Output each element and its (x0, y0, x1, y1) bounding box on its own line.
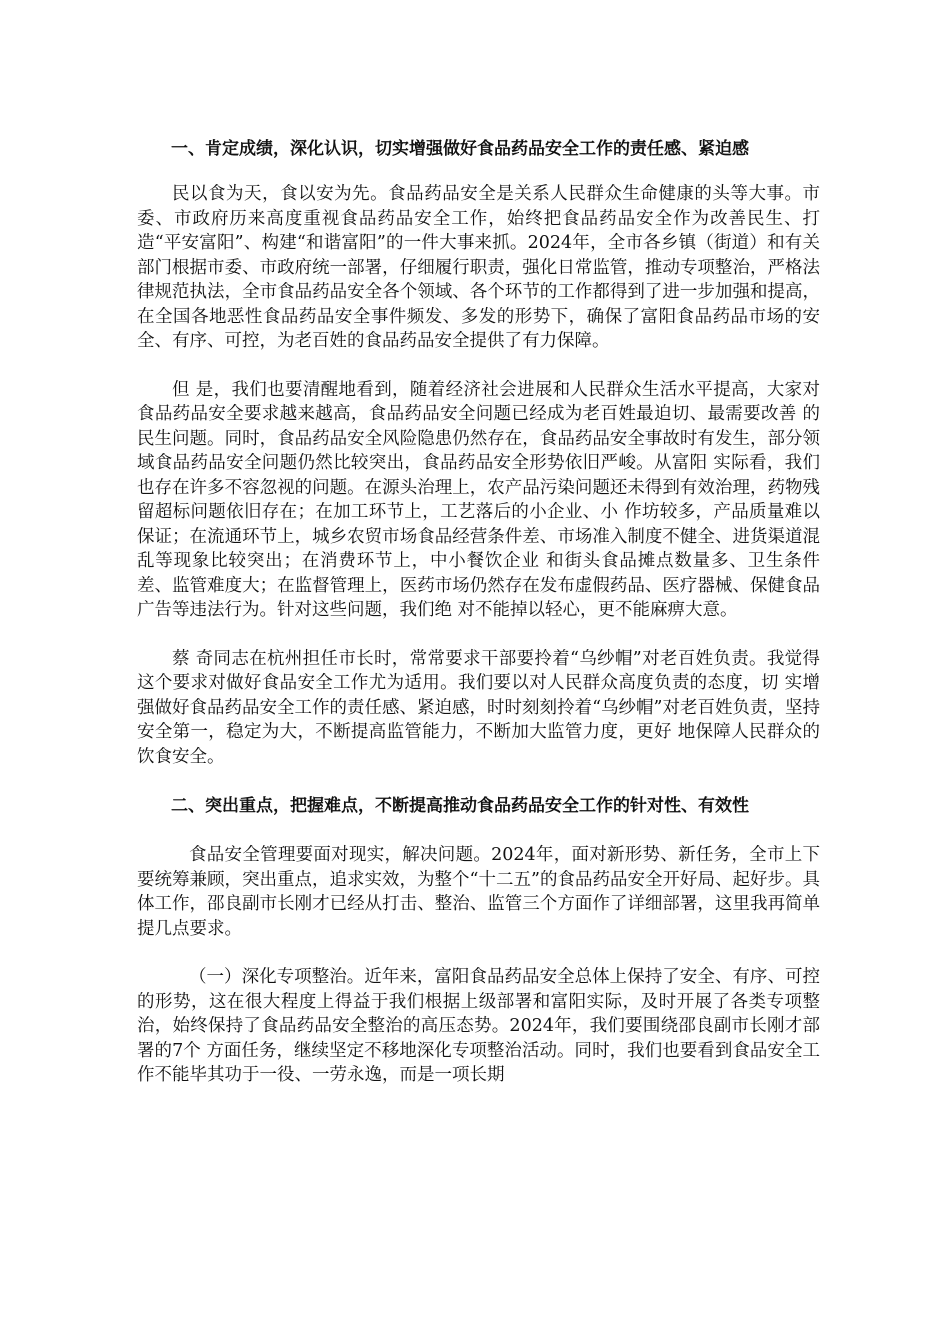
section-heading-1: 一、肯定成绩，深化认识，切实增强做好食品药品安全工作的责任感、紧迫感 (171, 139, 749, 159)
document-body (137, 136, 820, 1088)
paragraph-3: 蔡 奇同志在杭州担任市长时，常常要求干部要拎着“乌纱帽”对老百姓负责。我觉得这个要求对做好食品安全工作尤为适用。我们要以对人民群众高度负责的态度，切 实增强做好食品药品安全工作的责任感、紧迫感，时时刻刻拎着“乌纱帽”对老百姓负责，坚持安全第一，稳定为大，不断提高监管能力，不断加大监管力度，更好 地保障人民群众的饮食安全。 (137, 648, 820, 767)
paragraph-4: 食品安全管理要面对现实，解决问题。2024年，面对新形势、新任务，全市上下要统筹兼顾，突出重点，追求实效，为整个“十二五”的食品药品安全开好局、起好步。具体工作，邵良副市长刚才已经从打击、整治、监管三个方面作了详细部署，这里我再简单提几点要求。 (137, 845, 820, 939)
section-heading-2: 二、突出重点，把握难点，不断提高推动食品药品安全工作的针对性、有效性 (171, 796, 749, 816)
paragraph-5: （一）深化专项整治。近年来，富阳食品药品安全总体上保持了安全、有序、可控的形势，这在很大程度上得益于我们根据上级部署和富阳实际，及时开展了各类专项整治，始终保持了食品药品安全整治的高压态势。2024年，我们要围绕邵良副市长刚才部署的7个 方面任务，继续坚定不移地深化专项整治活动。同时，我们也要看到食品安全工作不能毕其功于一役、一劳永逸，而是一项长期 (137, 967, 820, 1085)
paragraph-1: 民以食为天，食以安为先。食品药品安全是关系人民群众生命健康的头等大事。市委、市政府历来高度重视食品药品安全工作，始终把食品药品安全作为改善民生、打造“平安富阳”、构建“和谐富阳”的一件大事来抓。2024年，全市各乡镇（街道）和有关部门根据市委、市政府统一部署，仔细履行职责，强化日常监管，推动专项整治，严格法律规范执法，全市食品药品安全各个领域、各个环节的工作都得到了进一步加强和提高，在全国各地恶性食品药品安全事件频发、多发的形势下，确保了富阳食品药品市场的安全、有序、可控，为老百姓的食品药品安全提供了有力保障。 (137, 184, 820, 351)
paragraph-2: 但 是，我们也要清醒地看到，随着经济社会进展和人民群众生活水平提高，大家对食品药品安全要求越来越高，食品药品安全问题已经成为老百姓最迫切、最需要改善 的民生问题。同时，食品药品安全风险隐患仍然存在，食品药品安全事故时有发生，部分领域食品药品安全问题仍然比较突出，食品药品安全形势依旧严峻。从富阳 实际看，我们也存在许多不容忽视的问题。在源头治理上，农产品污染问题还未得到有效治理，药物残留超标问题依旧存在；在加工环节上，工艺落后的小企业、小 作坊较多，产品质量难以保证；在流通环节上，城乡农贸市场食品经营条件差、市场准入制度不健全、进货渠道混乱等现象比较突出；在消费环节上，中小餐饮企业 和街头食品摊点数量多、卫生条件差、监管难度大；在监督管理上，医药市场仍然存在发布虚假药品、医疗器械、保健食品广告等违法行为。针对这些问题，我们绝 对不能掉以轻心，更不能麻痹大意。 (137, 379, 820, 620)
